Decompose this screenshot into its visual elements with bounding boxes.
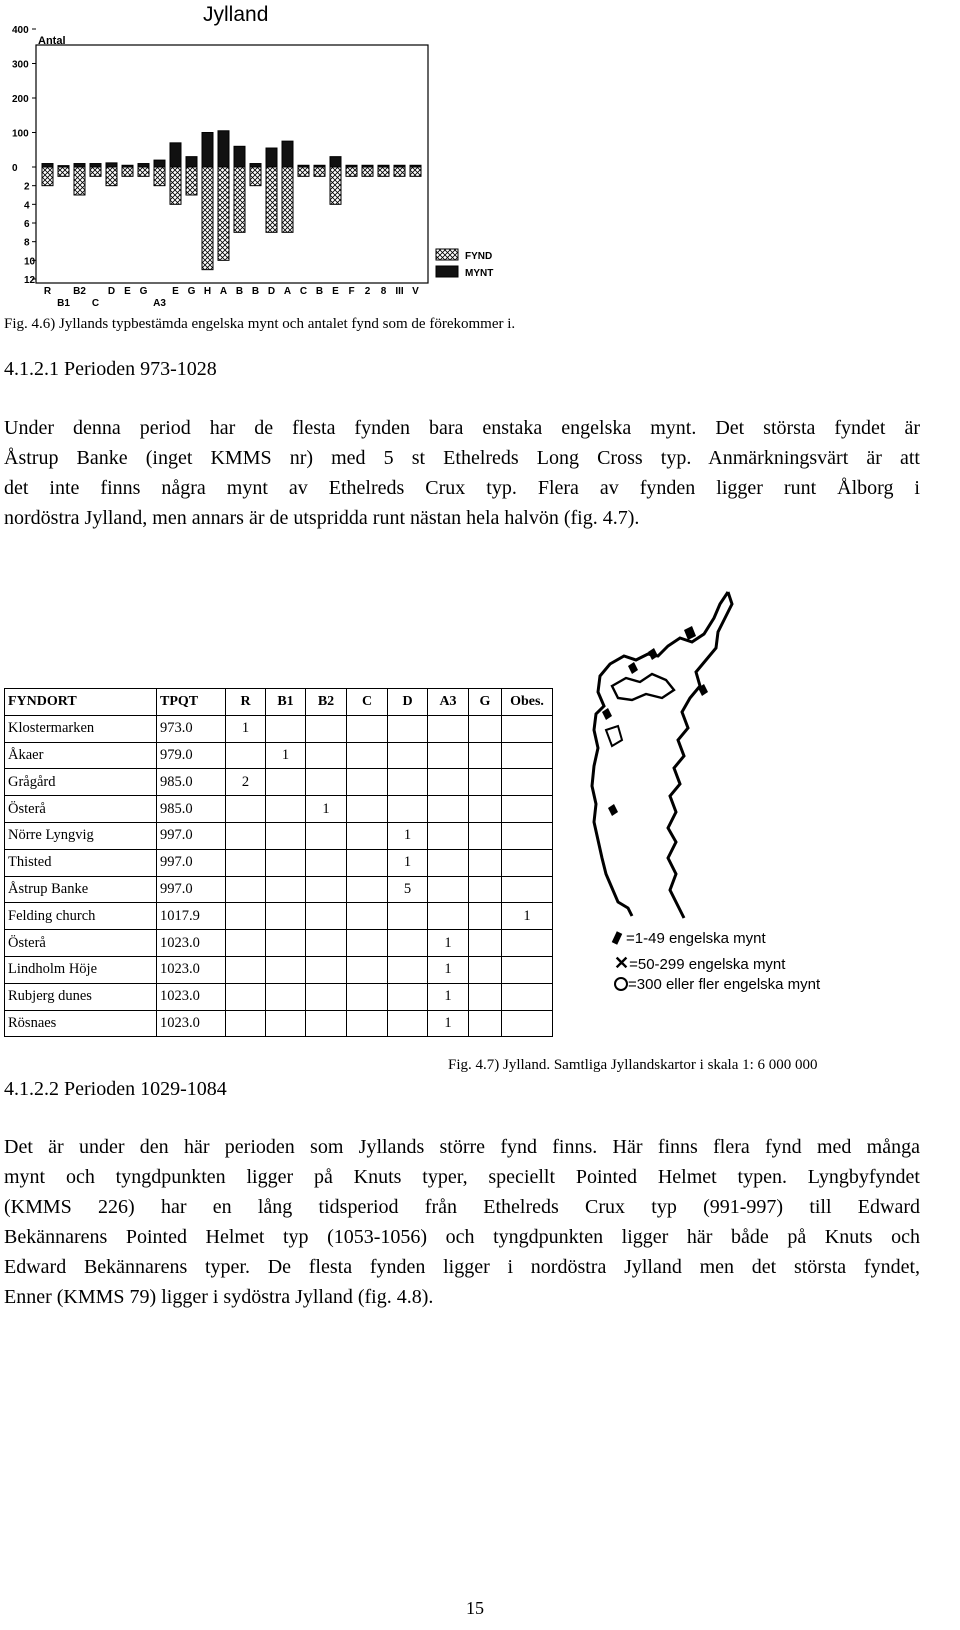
fjord-outline (606, 726, 622, 746)
table-cell (428, 742, 469, 769)
table-cell (469, 876, 502, 903)
table-row (5, 876, 553, 903)
fynd-bar (90, 167, 101, 176)
mynt-bar (106, 163, 117, 167)
column-header: C (347, 689, 388, 716)
table-cell: 1 (388, 822, 428, 849)
table-cell (306, 956, 347, 983)
paragraph-973-1028 (4, 413, 920, 533)
table-cell: 1017.9 (157, 903, 226, 930)
table-cell: Nörre Lyngvig (5, 822, 157, 849)
para2-line: Bekännarens Pointed Helmet typ (1053-1056) och tyngdpunkten ligger här både på Knuts och (4, 1226, 920, 1248)
table-cell (226, 1010, 266, 1037)
table-cell (347, 796, 388, 823)
fynd-bar (170, 167, 181, 204)
fynd-bar (250, 167, 261, 186)
table-cell (347, 903, 388, 930)
table-cell (502, 822, 553, 849)
table-cell (347, 715, 388, 742)
table-cell: 985.0 (157, 796, 226, 823)
cross-icon: ✕ (614, 953, 630, 973)
x-tick-label: B (251, 286, 260, 297)
table-cell (469, 742, 502, 769)
table-cell (306, 903, 347, 930)
para1-line: det inte finns några mynt av Ethelreds Crux typ. Flera av fynden ligger runt Ålborg i (4, 477, 920, 499)
section-heading-1029-1084: 4.1.2.2 Perioden 1029-1084 (4, 1078, 227, 1100)
table-cell (388, 769, 428, 796)
x-tick-labels (44, 286, 419, 309)
fynd-bar (138, 167, 149, 176)
x-tick-label: B1 (57, 298, 70, 309)
table-cell: 997.0 (157, 822, 226, 849)
table-cell (266, 715, 306, 742)
table-cell: 1023.0 (157, 983, 226, 1010)
table-cell (469, 1010, 502, 1037)
x-tick-label: C (91, 298, 100, 309)
table-cell: Åkaer (5, 742, 157, 769)
table-row (5, 849, 553, 876)
dot-icon (612, 931, 623, 944)
table-cell (226, 822, 266, 849)
lower-ticks (24, 182, 36, 286)
table-cell (306, 742, 347, 769)
table-cell: 1 (428, 956, 469, 983)
para2-line: Edward Bekännarens typer. De flesta fynden ligger i nordöstra Jylland men det största fyndet, (4, 1256, 920, 1278)
table-cell: Rubjerg dunes (5, 983, 157, 1010)
fynd-bar (266, 167, 277, 232)
x-tick-label: E (172, 286, 179, 297)
x-tick-label: R (43, 286, 52, 297)
y-tick-label: 400 (12, 25, 29, 36)
table-row (5, 769, 553, 796)
x-tick-label: 8 (380, 286, 387, 297)
table-cell (266, 849, 306, 876)
map-legend-1: =1-49 engelska mynt (614, 930, 766, 947)
y-tick-label: 4 (24, 200, 30, 212)
table-cell (388, 715, 428, 742)
y-tick-label: 6 (24, 219, 30, 230)
x-tick-label: 2 (364, 286, 371, 297)
section-heading-973-1028: 4.1.2.1 Perioden 973-1028 (4, 358, 217, 380)
table-cell (469, 903, 502, 930)
chart (0, 0, 520, 325)
table-cell: Österå (5, 796, 157, 823)
fynd-bar (298, 167, 309, 176)
column-header: A3 (428, 689, 469, 716)
table-cell: Lindholm Höje (5, 956, 157, 983)
mynt-bar (90, 164, 101, 167)
table-cell (502, 983, 553, 1010)
table-cell: Grågård (5, 769, 157, 796)
x-tick-label: B (235, 286, 244, 297)
x-tick-label: B2 (73, 286, 86, 297)
table-row (5, 742, 553, 769)
find-dot (602, 708, 612, 720)
table-cell (388, 983, 428, 1010)
mynt-bar (42, 164, 53, 167)
para2-line: Enner (KMMS 79) ligger i sydöstra Jylland (fig. 4.8). (4, 1286, 434, 1308)
table-cell (428, 769, 469, 796)
table-cell (502, 796, 553, 823)
table-cell: 1 (502, 903, 553, 930)
table-cell: 1 (306, 796, 347, 823)
chart-title: Jylland (203, 3, 269, 26)
fynd-bar (218, 167, 229, 260)
table-cell (428, 822, 469, 849)
y-tick-label: 2 (24, 181, 30, 193)
x-tick-label: E (332, 286, 339, 297)
fynd-bar (42, 167, 53, 186)
fynd-bar (106, 167, 117, 186)
table-cell (266, 822, 306, 849)
x-tick-label: A3 (153, 298, 166, 309)
fynd-bar (122, 167, 133, 176)
table-cell (306, 822, 347, 849)
fynd-bar (186, 167, 197, 195)
table-cell: 1 (428, 930, 469, 957)
fynd-bar (234, 167, 245, 232)
table-cell (306, 930, 347, 957)
table-cell: 1023.0 (157, 956, 226, 983)
column-header: R (226, 689, 266, 716)
table-cell (347, 742, 388, 769)
table-row (5, 956, 553, 983)
fynd-bar (410, 167, 421, 176)
table-cell (469, 956, 502, 983)
table-cell: 985.0 (157, 769, 226, 796)
y-tick-label: 0 (12, 163, 18, 174)
table-row (5, 822, 553, 849)
table-cell (502, 956, 553, 983)
table-cell: 1 (266, 742, 306, 769)
fig-4-7-caption: Fig. 4.7) Jylland. Samtliga Jyllandskartor i skala 1: 6 000 000 (448, 1057, 818, 1073)
table-cell (226, 876, 266, 903)
fynd-bar (74, 167, 85, 195)
x-tick-label: C (299, 286, 308, 297)
table-cell (428, 796, 469, 823)
table-cell (469, 715, 502, 742)
fynd-bar (154, 167, 165, 186)
y-tick-label: 200 (12, 94, 29, 105)
y-tick-label: 300 (12, 59, 29, 71)
table-cell (347, 983, 388, 1010)
para1-line: Åstrup Banke (inget KMMS nr) med 5 st Ethelreds Long Cross typ. Anmärkningsvärt är att (4, 447, 920, 469)
table-body (5, 715, 553, 1037)
table-cell (469, 769, 502, 796)
fynd-bar (394, 167, 405, 176)
table-cell (388, 742, 428, 769)
table-cell: 1 (226, 715, 266, 742)
mynt-bar (170, 143, 181, 167)
table-cell (388, 796, 428, 823)
table-cell: Åstrup Banke (5, 876, 157, 903)
x-tick-label: D (107, 286, 116, 297)
table-cell (502, 769, 553, 796)
table-cell (502, 715, 553, 742)
table-cell (266, 903, 306, 930)
fig-4-6-caption: Fig. 4.6) Jyllands typbestämda engelska mynt och antalet fynd som de förekommer i. (4, 316, 516, 332)
finds-table (4, 688, 553, 1037)
table-cell (347, 876, 388, 903)
column-header: B1 (266, 689, 306, 716)
find-dot (648, 648, 658, 660)
legend-label-fynd: FYND (465, 251, 493, 262)
table-cell (502, 1010, 553, 1037)
table-cell (266, 983, 306, 1010)
column-header: FYNDORT (5, 689, 157, 716)
column-header: D (388, 689, 428, 716)
table-cell (347, 822, 388, 849)
table-cell: Thisted (5, 849, 157, 876)
table-cell (388, 930, 428, 957)
table-row (5, 796, 553, 823)
table-cell (347, 769, 388, 796)
upper-ticks (12, 25, 36, 174)
table-cell: Österå (5, 930, 157, 957)
table-cell: 5 (388, 876, 428, 903)
table-cell (266, 876, 306, 903)
table-cell (266, 930, 306, 957)
mynt-bar (266, 148, 277, 167)
ring-icon (614, 977, 628, 991)
map-legend-2: ✕=50-299 engelska mynt (614, 953, 786, 973)
table-cell (469, 849, 502, 876)
table-cell (347, 956, 388, 983)
paragraph-1029-1084 (4, 1132, 920, 1312)
table-cell (469, 796, 502, 823)
table-cell: 997.0 (157, 849, 226, 876)
table-cell (226, 849, 266, 876)
table-cell (306, 769, 347, 796)
x-tick-label: G (139, 286, 148, 297)
mynt-bar (330, 157, 341, 167)
table-row (5, 903, 553, 930)
table-cell (347, 930, 388, 957)
fynd-bar (202, 167, 213, 270)
legend-swatch-mynt (436, 266, 458, 277)
x-tick-label: F (348, 286, 355, 297)
mynt-bar (250, 164, 261, 167)
x-tick-label: V (412, 286, 419, 297)
table-cell (226, 903, 266, 930)
table-cell: 1 (388, 849, 428, 876)
column-header: TPQT (157, 689, 226, 716)
map-legend-3: =300 eller fler engelska mynt (614, 976, 820, 993)
table-cell (469, 983, 502, 1010)
table-cell: 997.0 (157, 876, 226, 903)
table-cell: 2 (226, 769, 266, 796)
table-cell (306, 1010, 347, 1037)
table-cell (388, 956, 428, 983)
para1-line: nordöstra Jylland, men annars är de utspridda runt nästan hela halvön (fig. 4.7). (4, 507, 640, 529)
para1-line: Under denna period har de flesta fynden bara enstaka engelska mynt. Det största fyndet är (4, 417, 920, 439)
table-cell (306, 849, 347, 876)
table-header-row (5, 689, 553, 716)
table-cell (428, 715, 469, 742)
table-cell: 979.0 (157, 742, 226, 769)
mynt-bar (74, 164, 85, 167)
y-tick-label: 8 (24, 237, 30, 249)
table-cell (306, 715, 347, 742)
fynd-bar (314, 167, 325, 176)
legend-label-mynt: MYNT (465, 268, 494, 279)
y-tick-label: 100 (12, 128, 29, 140)
limfjord-outline (612, 674, 674, 700)
y-tick-label: 10 (24, 256, 36, 268)
mynt-bar (202, 133, 213, 168)
table-row (5, 715, 553, 742)
table-cell (428, 876, 469, 903)
jylland-map (588, 590, 758, 920)
table-cell (469, 930, 502, 957)
x-tick-label: E (124, 286, 131, 297)
column-header: G (469, 689, 502, 716)
y-axis-label: Antal (38, 35, 66, 47)
table-cell (428, 849, 469, 876)
table-cell (502, 742, 553, 769)
fynd-bar (282, 167, 293, 232)
table-cell (347, 1010, 388, 1037)
table-cell (306, 983, 347, 1010)
x-tick-label: A (283, 286, 292, 297)
table-cell: Klostermarken (5, 715, 157, 742)
para2-line: mynt och tyngdpunkten ligger på Knuts typer, speciellt Pointed Helmet typen. Lyngbyfyndet (4, 1166, 920, 1188)
page-number: 15 (466, 1598, 484, 1618)
table-cell (266, 1010, 306, 1037)
table-cell (266, 956, 306, 983)
para2-line: (KMMS 226) har en lång tidsperiod från Ethelreds Crux typ (991-997) till Edward (4, 1196, 920, 1218)
fynd-bar (362, 167, 373, 176)
table-cell: 1 (428, 1010, 469, 1037)
fynd-bar (330, 167, 341, 204)
table-cell: 1 (428, 983, 469, 1010)
table-cell (502, 849, 553, 876)
table-cell (266, 796, 306, 823)
mynt-bar (282, 141, 293, 167)
table-cell (388, 903, 428, 930)
x-tick-label: H (203, 286, 212, 297)
find-dot (628, 662, 638, 674)
table-cell (469, 822, 502, 849)
table-cell (226, 983, 266, 1010)
fynd-bar (378, 167, 389, 176)
mynt-bar (218, 131, 229, 167)
mynt-bar (234, 146, 245, 167)
table-cell (502, 930, 553, 957)
table-cell: Felding church (5, 903, 157, 930)
table-cell: 1023.0 (157, 930, 226, 957)
table-cell (306, 876, 347, 903)
mynt-bar (138, 164, 149, 167)
x-tick-label: A (219, 286, 228, 297)
find-dot (684, 626, 696, 640)
fynd-bar (346, 167, 357, 176)
x-tick-label: B (315, 286, 324, 297)
table-cell: Rösnaes (5, 1010, 157, 1037)
para2-line: Det är under den här perioden som Jyllands större fynd finns. Här finns flera fynd med många (4, 1136, 920, 1158)
west-coast-outline (592, 592, 728, 916)
column-header: Obes. (502, 689, 553, 716)
mynt-bar (186, 157, 197, 167)
table-row (5, 983, 553, 1010)
table-cell (388, 1010, 428, 1037)
x-tick-label: D (267, 286, 276, 297)
table-cell (428, 903, 469, 930)
table-cell (347, 849, 388, 876)
table-cell (226, 930, 266, 957)
table-cell: 973.0 (157, 715, 226, 742)
fynd-bar (58, 167, 69, 176)
x-tick-label: G (187, 286, 196, 297)
table-cell (502, 876, 553, 903)
table-row (5, 930, 553, 957)
column-header: B2 (306, 689, 347, 716)
table-row (5, 1010, 553, 1037)
table-cell: 1023.0 (157, 1010, 226, 1037)
table-cell (226, 956, 266, 983)
mynt-bar (154, 160, 165, 167)
x-tick-label: III (395, 286, 404, 297)
y-tick-label: 12 (24, 275, 36, 286)
table-cell (266, 769, 306, 796)
table-cell (226, 742, 266, 769)
bars (42, 131, 421, 270)
table-cell (226, 796, 266, 823)
find-dot (608, 804, 618, 816)
legend-swatch-fynd (436, 249, 458, 260)
